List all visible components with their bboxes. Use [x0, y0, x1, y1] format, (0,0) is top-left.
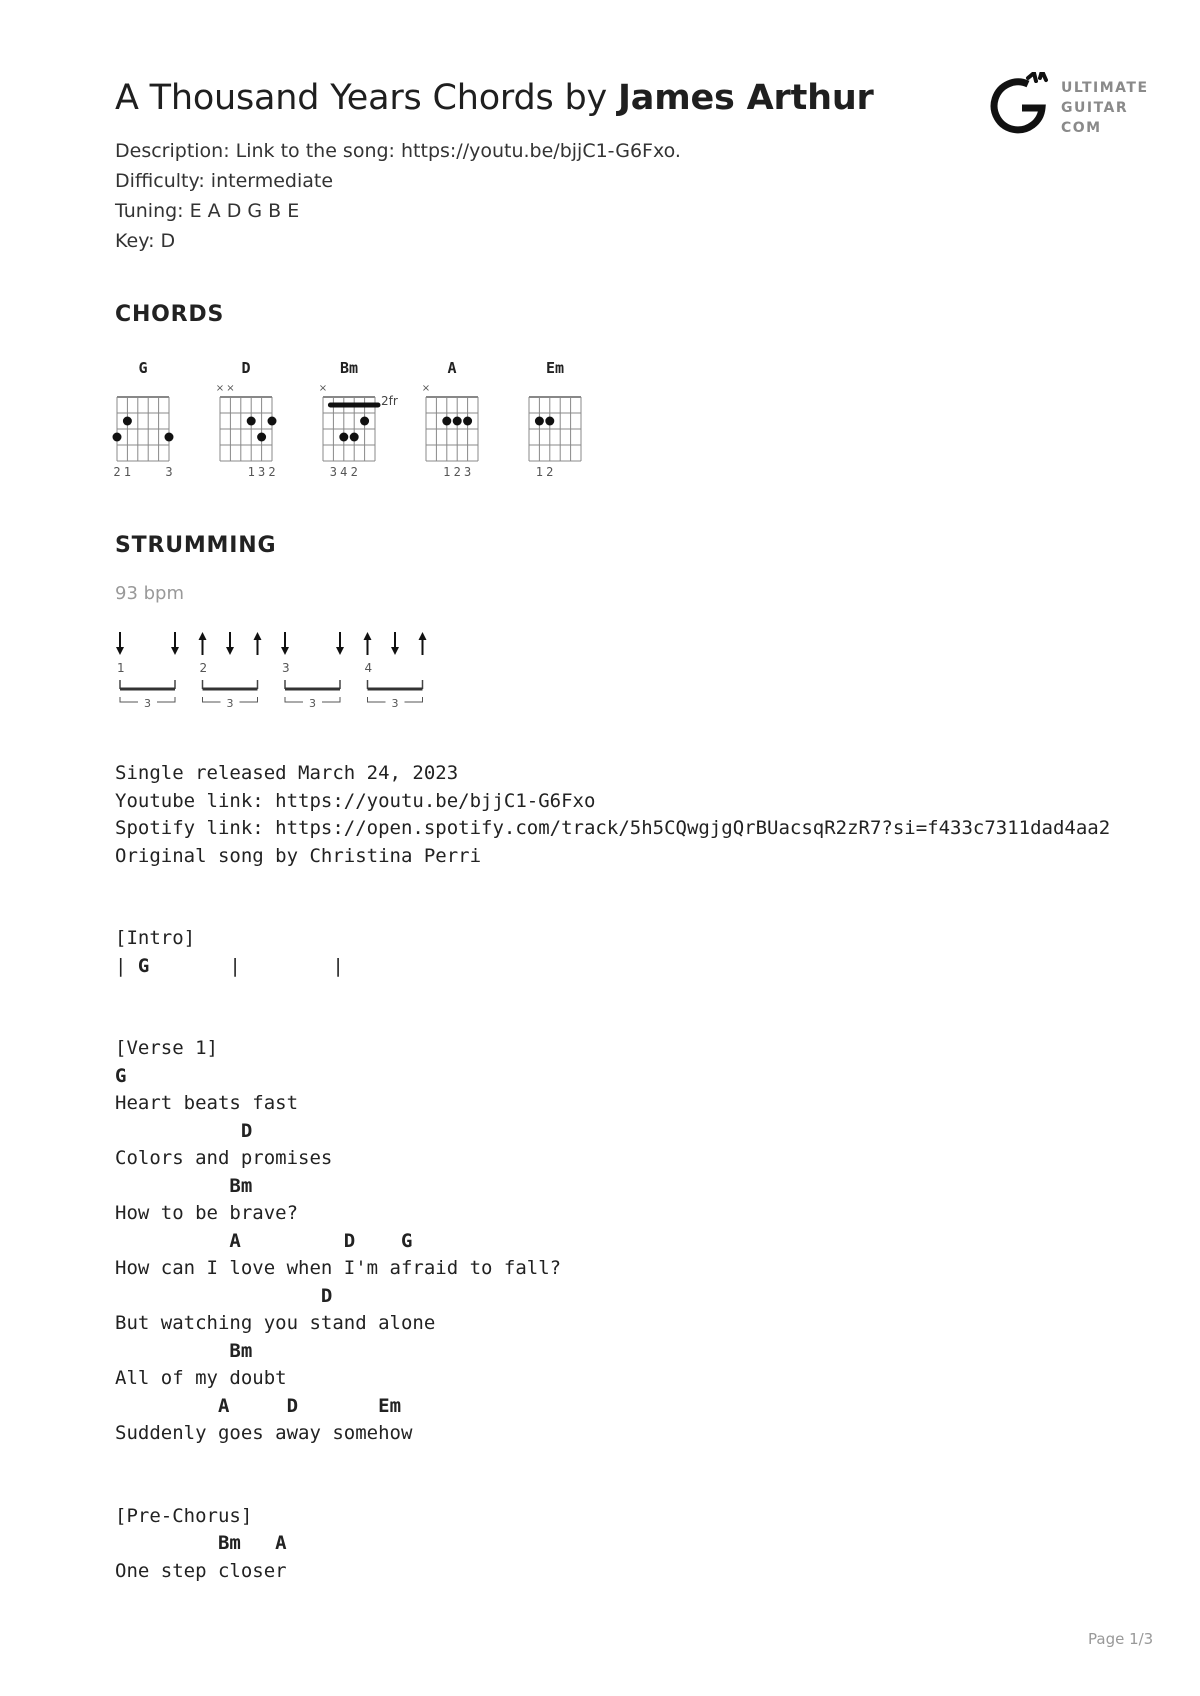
chord-label[interactable]: Bm [229, 1174, 253, 1197]
finger-dot [350, 433, 359, 442]
song-line [115, 1200, 1110, 1228]
triplet-number: 3 [309, 697, 316, 710]
finger-number: 2 [113, 465, 121, 479]
song-line [115, 1118, 1110, 1146]
finger-number: 3 [463, 465, 472, 479]
finger-number: 1 [535, 465, 544, 479]
finger-dot [257, 433, 266, 442]
song-line [115, 1365, 1110, 1393]
lyric-text: But watching you stand alone [115, 1312, 436, 1334]
chord-label[interactable]: G [115, 1064, 127, 1087]
song-line [115, 953, 1110, 981]
lyric-text [298, 1395, 378, 1417]
finger-number: 2 [453, 465, 461, 479]
song-line [115, 1283, 1110, 1311]
lyric-text [115, 1175, 229, 1197]
lyric-text [241, 1532, 275, 1554]
chord-label[interactable]: D [343, 1229, 356, 1252]
song-line [115, 1338, 1110, 1366]
chord-label[interactable]: G [401, 1229, 413, 1252]
song-line [115, 1008, 1110, 1036]
finger-number: 3 [329, 465, 338, 479]
triplet-number: 3 [226, 697, 234, 710]
song-line [115, 1420, 1110, 1448]
finger-dot [360, 417, 369, 426]
lyric-text: How to be brave? [115, 1202, 299, 1224]
up-strum-arrowhead [254, 632, 262, 640]
tuning-line: Tuning: E A D G B E [115, 200, 300, 222]
finger-number: 1 [443, 465, 451, 479]
finger-number: 2 [546, 465, 554, 479]
muted-string-mark: × [226, 383, 235, 394]
finger-dot [453, 417, 462, 426]
lyric-text [115, 1395, 218, 1417]
chord-label[interactable]: A [275, 1532, 287, 1554]
triplet-number: 3 [144, 697, 151, 710]
difficulty-line: Difficulty: intermediate [115, 170, 334, 192]
chords-heading: CHORDS [115, 302, 225, 327]
lyric-text: | | [149, 954, 344, 977]
ultimate-guitar-logo[interactable] [988, 72, 1158, 142]
finger-number: 2 [350, 465, 358, 479]
chord-label[interactable]: A [229, 1229, 241, 1252]
song-sheet [115, 760, 1110, 1585]
down-strum-arrowhead [226, 647, 234, 655]
chord-label[interactable]: G [137, 954, 150, 977]
lyric-text [115, 1340, 229, 1362]
song-line [115, 1090, 1110, 1118]
logo-text: ULTIMATE GUITAR COM [1061, 80, 1149, 136]
bpm-label: 93 bpm [115, 583, 185, 604]
song-line [115, 843, 1110, 871]
lyric-text: [Pre-Chorus] [115, 1504, 253, 1527]
key-line: Key: D [115, 230, 176, 252]
finger-dot [442, 417, 451, 426]
song-line [115, 760, 1110, 788]
lyric-text: | [115, 954, 138, 977]
finger-number: 2 [268, 465, 276, 479]
chord-label[interactable]: Bm [217, 1532, 241, 1554]
lyric-text [115, 1285, 321, 1307]
chord-bm [319, 359, 398, 479]
song-line [115, 1530, 1110, 1558]
song-line [115, 1310, 1110, 1338]
lyric-text: Youtube link: https://youtu.be/bjjC1-G6Fxo [115, 789, 596, 812]
lyric-text: Single released March 24, 2023 [115, 762, 459, 784]
muted-string-mark: × [421, 383, 431, 394]
song-line [115, 815, 1110, 843]
finger-number: 1 [247, 465, 255, 479]
song-line [115, 788, 1110, 816]
lyric-text [241, 1230, 344, 1252]
song-line [115, 980, 1110, 1008]
lyric-text: [Verse 1] [115, 1037, 218, 1059]
chord-a [422, 359, 478, 479]
chord-label[interactable]: Em [378, 1394, 402, 1417]
beat-number: 2 [199, 661, 208, 675]
chord-name: A [447, 359, 457, 377]
finger-dot [535, 417, 544, 426]
down-strum-arrowhead [391, 647, 399, 655]
lyric-text: [Intro] [115, 927, 196, 949]
finger-dot [545, 417, 554, 426]
lyric-text: Heart beats fast [115, 1092, 299, 1114]
lyric-text [355, 1230, 401, 1252]
down-strum-arrowhead [171, 647, 179, 655]
lyric-text: Original song by Christina Perri [115, 844, 482, 867]
lyric-text [115, 1230, 229, 1252]
lyric-text: All of my doubt [115, 1367, 287, 1389]
lyric-text: One step closer [115, 1559, 287, 1582]
song-line [115, 1503, 1110, 1531]
lyric-text [115, 1532, 218, 1554]
lyric-text: Suddenly goes away somehow [115, 1422, 413, 1444]
chord-g [113, 359, 174, 479]
song-line [115, 1228, 1110, 1256]
beat-number: 4 [364, 661, 373, 675]
song-title [115, 78, 874, 118]
chord-label[interactable]: Bm [229, 1339, 253, 1362]
song-line [115, 1145, 1110, 1173]
song-line [115, 898, 1110, 926]
lyric-text [115, 1120, 241, 1142]
down-strum-arrowhead [336, 647, 344, 655]
chord-diagrams [105, 355, 605, 495]
finger-number: 1 [123, 465, 132, 479]
chord-em [529, 359, 581, 479]
lyric-text: Spotify link: https://open.spotify.com/track/5h5CQwgjgQrBUacsqR2zR7?si=f433c7311dad4aa2 [115, 817, 1111, 839]
finger-number: 4 [340, 465, 348, 479]
song-line [115, 1063, 1110, 1091]
song-line [115, 1173, 1110, 1201]
song-line [115, 925, 1110, 953]
chord-label[interactable]: D [320, 1284, 333, 1307]
finger-number: 3 [165, 465, 173, 479]
song-line [115, 1448, 1110, 1476]
strumming-heading: STRUMMING [115, 533, 277, 558]
up-strum-arrowhead [419, 632, 427, 640]
chord-d [216, 359, 277, 479]
finger-dot [113, 433, 122, 442]
down-strum-arrowhead [116, 647, 124, 655]
chord-label[interactable]: A [217, 1394, 230, 1417]
finger-dot [247, 417, 256, 426]
finger-dot [463, 417, 472, 426]
title-prefix: A Thousand Years Chords by [115, 78, 608, 118]
finger-dot [165, 433, 174, 442]
ug-logo-icon [988, 72, 1052, 136]
artist-name[interactable]: James Arthur [617, 78, 874, 118]
beat-number: 3 [282, 661, 290, 675]
down-strum-arrowhead [281, 647, 289, 655]
song-line [115, 1475, 1110, 1503]
muted-string-mark: × [215, 383, 225, 394]
song-line [115, 1035, 1110, 1063]
strumming-pattern [105, 620, 445, 720]
up-strum-arrowhead [364, 632, 372, 640]
fret-position-label: 2fr [381, 394, 398, 408]
song-line [115, 1393, 1110, 1421]
page-number: Page 1/3 [1088, 1630, 1154, 1648]
finger-dot [339, 433, 348, 442]
beat-number: 1 [117, 661, 125, 675]
chord-label[interactable]: D [240, 1119, 253, 1142]
muted-string-mark: × [318, 383, 328, 394]
chord-label[interactable]: D [286, 1394, 299, 1417]
song-line [115, 1558, 1110, 1586]
finger-dot [268, 417, 277, 426]
chord-name: Bm [339, 359, 359, 377]
lyric-text: Colors and promises [115, 1147, 333, 1169]
chord-name: Em [545, 359, 565, 377]
song-line [115, 870, 1110, 898]
song-line [115, 1255, 1110, 1283]
up-strum-arrowhead [199, 632, 207, 640]
finger-number: 3 [257, 465, 266, 479]
lyric-text: How can I love when I'm afraid to fall? [115, 1257, 562, 1279]
lyric-text [229, 1395, 286, 1417]
chord-name: G [138, 359, 148, 377]
chord-name: D [241, 359, 251, 377]
description-line: Description: Link to the song: https://youtu.be/bjjC1-G6Fxo. [115, 140, 681, 162]
triplet-number: 3 [391, 697, 399, 710]
finger-dot [123, 417, 132, 426]
